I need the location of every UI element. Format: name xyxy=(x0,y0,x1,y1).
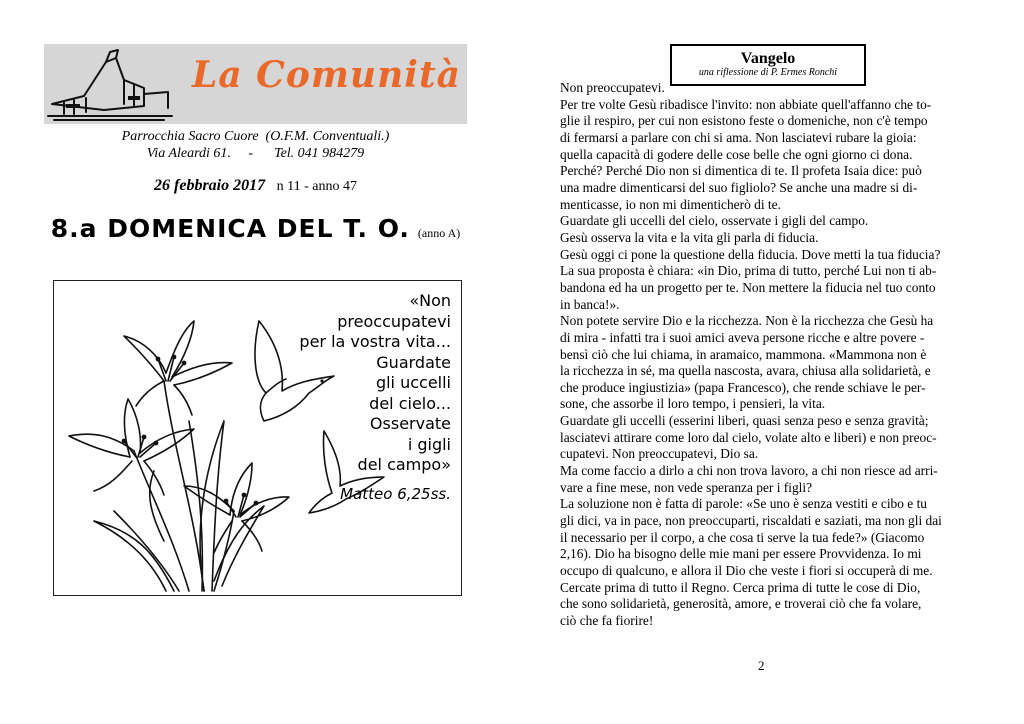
article-line: Cercate prima di tutto il Regno. Cerca prima di tutte le cose di Dio, xyxy=(560,579,921,595)
article-line: Gesù oggi ci pone la questione della fiducia. Dove metti la tua fiducia? xyxy=(560,246,941,262)
parish-address: Via Aleardi 61. - Tel. 041 984279 xyxy=(146,146,365,161)
reflection-text xyxy=(560,80,980,630)
quote-line: preoccupatevi xyxy=(337,311,451,331)
issue-line xyxy=(44,177,467,195)
article-line: Guardate gli uccelli del cielo, osservate i gigli del campo. xyxy=(560,213,869,229)
article-line: in banca!». xyxy=(560,296,620,312)
article-line: La soluzione non è fatta di parole: «Se uno è senza vestiti e cibo e tu xyxy=(560,496,928,512)
article-line: lasciatevi attirare come loro dal cielo, volate alto e liberi) e non preoc- xyxy=(560,429,937,445)
article-line: la ricchezza in sé, ma quella nascosta, avara, chiusa alla solidarietà, e xyxy=(560,363,931,379)
article-line: gli dici, va in pace, non preoccuparti, riscaldati e saziati, ma non gli dai xyxy=(560,513,942,529)
quote-line: per la vostra vita... xyxy=(299,332,451,351)
vangelo-author: una riflessione di P. Ermes Ronchi xyxy=(698,67,838,78)
article-line: una madre dimenticarsi del suo figliolo? Se anche una madre si di- xyxy=(560,179,918,195)
article-line: vare a fine mese, non vede speranza per i figli? xyxy=(560,479,813,495)
page-number: 2 xyxy=(758,658,765,673)
article-line: bandona ed ha un progetto per te. Non mettere la fiducia nel tuo conto xyxy=(560,279,936,295)
article-line: quella capacità di godere delle cose belle che ogni giorno ci dona. xyxy=(560,146,913,162)
issue-date: 26 febbraio 2017 xyxy=(154,177,266,194)
article-line: Non preoccupatevi. xyxy=(560,80,665,95)
quote-line: gli uccelli xyxy=(375,373,451,392)
liturgical-year: (anno A) xyxy=(417,226,461,240)
article-line: glie il respiro, per cui non esistono feste o domeniche, non c'è tempo xyxy=(560,113,928,129)
article-line: che sono solidarietà, generosità, amore, e troverai ciò che fa volare, xyxy=(560,596,922,612)
gospel-quote xyxy=(251,291,451,504)
article-line: di fermarsi a parlare con chi si ama. Non lasciatevi rubare la gioia: xyxy=(560,129,917,145)
quote-line: Osservate xyxy=(369,414,451,433)
article-line: ciò che fa fiorire! xyxy=(560,613,654,628)
article-line: menticasse, io non mi dimenticherò di te. xyxy=(560,196,781,212)
newsletter-title: La Comunità xyxy=(192,54,461,96)
masthead xyxy=(44,44,467,124)
quote-line: «Non xyxy=(409,291,451,310)
article-line: Gesù osserva la vita e la vita gli parla di fiducia. xyxy=(560,229,819,245)
lilies-birds-illustration xyxy=(53,280,462,596)
quote-reference: Matteo 6,25ss. xyxy=(340,484,451,503)
article-line: 2,16). Dio ha bisogno delle mie mani per essere Provvidenza. Io mi xyxy=(560,546,922,562)
article-line: occupo di qualcuno, e allora il Dio che veste i fiori si occuperà di me. xyxy=(560,563,933,579)
parish-name: Parrocchia Sacro Cuore (O.F.M. Conventuali.) xyxy=(121,129,390,144)
quote-line: del cielo... xyxy=(369,393,451,413)
article-line: Ma come faccio a dirlo a chi non trova lavoro, a chi non riesce ad arri- xyxy=(560,463,938,479)
quote-line: Guardate xyxy=(376,352,451,372)
article-line: Guardate gli uccelli (esserini liberi, quasi senza peso e senza gravità; xyxy=(560,413,929,429)
article-line: il necessario per il corpo, a che cosa ti serve la tua fede?» (Giacomo xyxy=(560,529,925,545)
sunday-title: 8.a DOMENICA DEL T. O. xyxy=(50,214,410,243)
issue-number: n 11 - anno 47 xyxy=(276,179,357,194)
quote-line: i gigli xyxy=(407,434,451,454)
article-line: Per tre volte Gesù ribadisce l'invito: non abbiate quell'affanno che to- xyxy=(560,96,932,112)
article-line: di mira - infatti tra i suoi amici aveva persone ricche e altre povere - xyxy=(560,329,925,345)
article-line: bensì ciò che lui chiama, in aramaico, mammona. «Mammona non è xyxy=(560,346,927,362)
article-line: cupatevi. Non preoccupatevi, Dio sa. xyxy=(560,446,759,462)
sunday-heading xyxy=(44,214,467,243)
vangelo-title: Vangelo xyxy=(740,50,796,67)
quote-line: del campo» xyxy=(357,455,451,474)
article-line: sone, che assorbe il loro tempo, i pensieri, la vita. xyxy=(560,396,826,412)
article-line: che produce ingiustizia» (papa Francesco), che rende schiave le per- xyxy=(560,379,926,395)
article-line: Perché? Perché Dio non si dimentica di te. Il profeta Isaia dice: può xyxy=(560,163,922,179)
article-line: La sua proposta è chiara: «in Dio, prima di tutto, perché Lui non ti ab- xyxy=(560,263,937,279)
church-sketch-logo xyxy=(44,44,178,124)
article-line: Non potete servire Dio e la ricchezza. Non è la ricchezza che Gesù ha xyxy=(560,313,934,329)
parish-info xyxy=(44,128,467,162)
